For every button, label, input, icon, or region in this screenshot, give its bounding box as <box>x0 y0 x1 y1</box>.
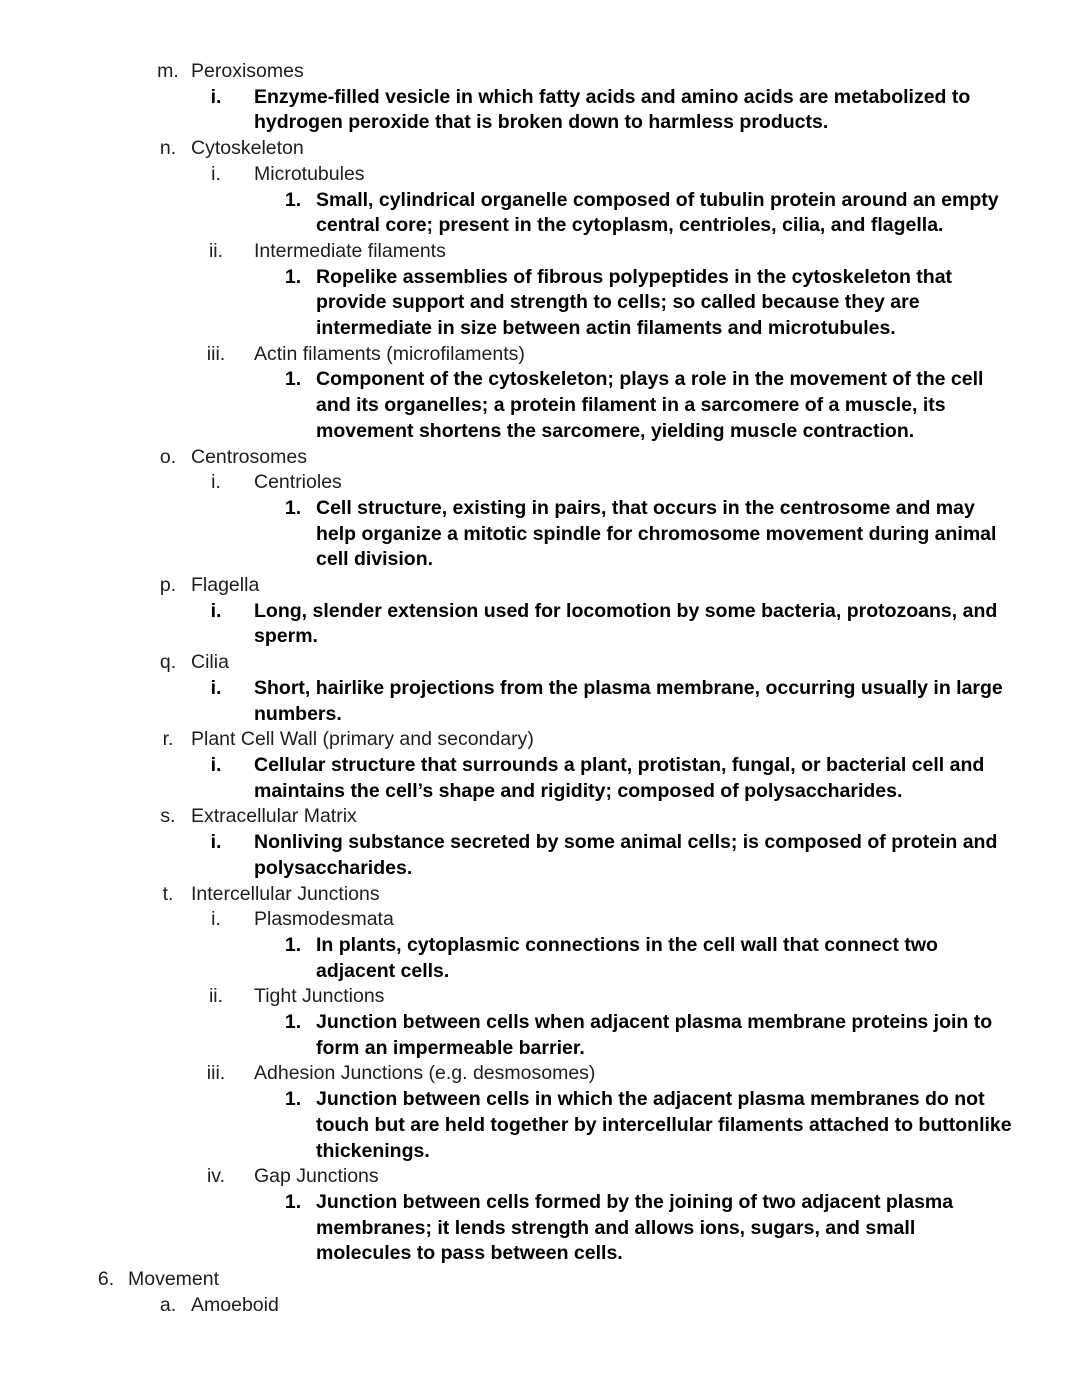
outline-item <box>0 984 1080 1010</box>
outline-item <box>0 496 1080 573</box>
item-text: Cellular structure that surrounds a plant, protistan, fungal, or bacterial cell and maintains the cell’s shape and rigidity; composed of polysaccharides. <box>254 753 985 802</box>
item-text: Intercellular Junctions <box>191 882 380 905</box>
list-marker: ii. <box>208 239 224 262</box>
item-text: Amoeboid <box>191 1293 279 1316</box>
outline-item <box>0 342 1080 368</box>
item-text: Peroxisomes <box>191 60 304 82</box>
outline-item <box>0 753 1080 804</box>
outline-item <box>0 804 1080 830</box>
item-text: Junction between cells formed by the joining of two adjacent plasma membranes; it lends strength and allows ions, sugars, and small molecules to pass between cells. <box>316 1190 954 1265</box>
item-text: Junction between cells when adjacent plasma membrane proteins join to form an impermeable barrier. <box>316 1011 993 1059</box>
item-text: Centrosomes <box>191 445 307 468</box>
item-text: Adhesion Junctions (e.g. desmosomes) <box>254 1062 596 1085</box>
outline-item <box>0 1190 1080 1267</box>
item-text: Gap Junctions <box>254 1165 379 1188</box>
outline-item <box>0 1267 1080 1293</box>
outline-item <box>0 59 1080 85</box>
outline-item <box>0 1061 1080 1087</box>
outline-item <box>0 1087 1080 1164</box>
item-text: Plasmodesmata <box>254 908 394 931</box>
item-text: Nonliving substance secreted by some animal cells; is composed of protein and polysaccharides. <box>254 831 998 879</box>
item-text: Intermediate filaments <box>254 239 446 262</box>
item-text: In plants, cytoplasmic connections in the cell wall that connect two adjacent cells. <box>316 933 938 982</box>
list-marker: 1. <box>284 933 302 956</box>
outline-item <box>0 1293 1080 1319</box>
list-marker: i. <box>210 831 222 854</box>
item-text: Centrioles <box>254 471 342 494</box>
list-marker: 1. <box>284 368 302 391</box>
list-marker: ii. <box>208 985 224 1008</box>
outline-item <box>0 367 1080 444</box>
outline-item <box>0 907 1080 933</box>
outline-item <box>0 188 1080 239</box>
list-marker: 6. <box>97 1268 115 1291</box>
list-marker: i. <box>211 908 221 931</box>
item-text: Small, cylindrical organelle composed of tubulin protein around an empty central core; present in the cytoplasm, centrioles, cilia, and flagella. <box>316 188 999 237</box>
item-text: Tight Junctions <box>254 985 385 1008</box>
list-marker: i. <box>211 471 221 494</box>
outline-item <box>0 573 1080 599</box>
item-text: Extracellular Matrix <box>191 805 357 828</box>
outline-item <box>0 727 1080 753</box>
item-text: Cilia <box>191 651 229 674</box>
outline-item <box>0 830 1080 881</box>
item-text: Flagella <box>191 574 260 597</box>
outline-item <box>0 1010 1080 1061</box>
outline-item <box>0 162 1080 188</box>
outline-item <box>0 470 1080 496</box>
list-marker: 1. <box>284 496 302 519</box>
list-marker: iv. <box>206 1165 226 1188</box>
outline-item <box>0 136 1080 162</box>
outline-item <box>0 1164 1080 1190</box>
list-marker: o. <box>159 445 177 468</box>
outline-item <box>0 265 1080 342</box>
list-marker: i. <box>210 676 222 699</box>
list-marker: 1. <box>284 188 302 211</box>
item-text: Junction between cells in which the adjacent plasma membranes do not touch but are held together by intercellular filaments attached to buttonlike thickenings. <box>316 1088 1012 1162</box>
list-marker: m. <box>157 60 179 82</box>
item-text: Microtubules <box>254 162 365 185</box>
list-marker: 1. <box>284 265 302 288</box>
outline-item <box>0 445 1080 471</box>
outline-item <box>0 239 1080 265</box>
list-marker: iii. <box>206 342 226 365</box>
item-text: Movement <box>128 1268 220 1291</box>
item-text: Cell structure, existing in pairs, that occurs in the centrosome and may help organize a mitotic spindle for chromosome movement during animal cell division. <box>316 496 997 571</box>
item-text: Actin filaments (microfilaments) <box>254 342 525 365</box>
list-marker: i. <box>210 599 222 622</box>
list-marker: p. <box>159 574 177 597</box>
item-text: Short, hairlike projections from the plasma membrane, occurring usually in large numbers. <box>254 676 1003 725</box>
list-marker: iii. <box>206 1062 226 1085</box>
list-marker: i. <box>210 85 222 108</box>
item-text: Component of the cytoskeleton; plays a role in the movement of the cell and its organelles; a protein filament in a sarcomere of a muscle, its movement shortens the sarcomere, yielding muscle contraction. <box>316 368 984 442</box>
outline-item <box>0 933 1080 984</box>
item-text: Enzyme-filled vesicle in which fatty acids and amino acids are metabolized to hydrogen peroxide that is broken down to harmless products. <box>254 85 971 134</box>
item-text: Cytoskeleton <box>191 137 304 160</box>
list-marker: n. <box>159 137 177 160</box>
list-marker: i. <box>211 162 221 185</box>
list-marker: i. <box>210 753 222 776</box>
outline-item <box>0 650 1080 676</box>
list-marker: 1. <box>284 1088 302 1111</box>
item-text: Plant Cell Wall (primary and secondary) <box>191 728 534 751</box>
list-marker: 1. <box>284 1011 302 1034</box>
list-marker: s. <box>160 805 176 828</box>
outline-item <box>0 599 1080 650</box>
list-marker: r. <box>162 728 174 751</box>
list-marker: q. <box>159 651 177 674</box>
outline-item <box>0 882 1080 908</box>
outline-item <box>0 85 1080 136</box>
list-marker: a. <box>159 1293 177 1316</box>
item-text: Long, slender extension used for locomotion by some bacteria, protozoans, and sperm. <box>254 599 998 648</box>
list-marker: t. <box>162 882 174 905</box>
list-marker: 1. <box>284 1190 302 1213</box>
outline-item <box>0 676 1080 727</box>
item-text: Ropelike assemblies of fibrous polypeptides in the cytoskeleton that provide support and strength to cells; so called because they are intermediate in size between actin filaments and microtubules. <box>316 265 953 340</box>
